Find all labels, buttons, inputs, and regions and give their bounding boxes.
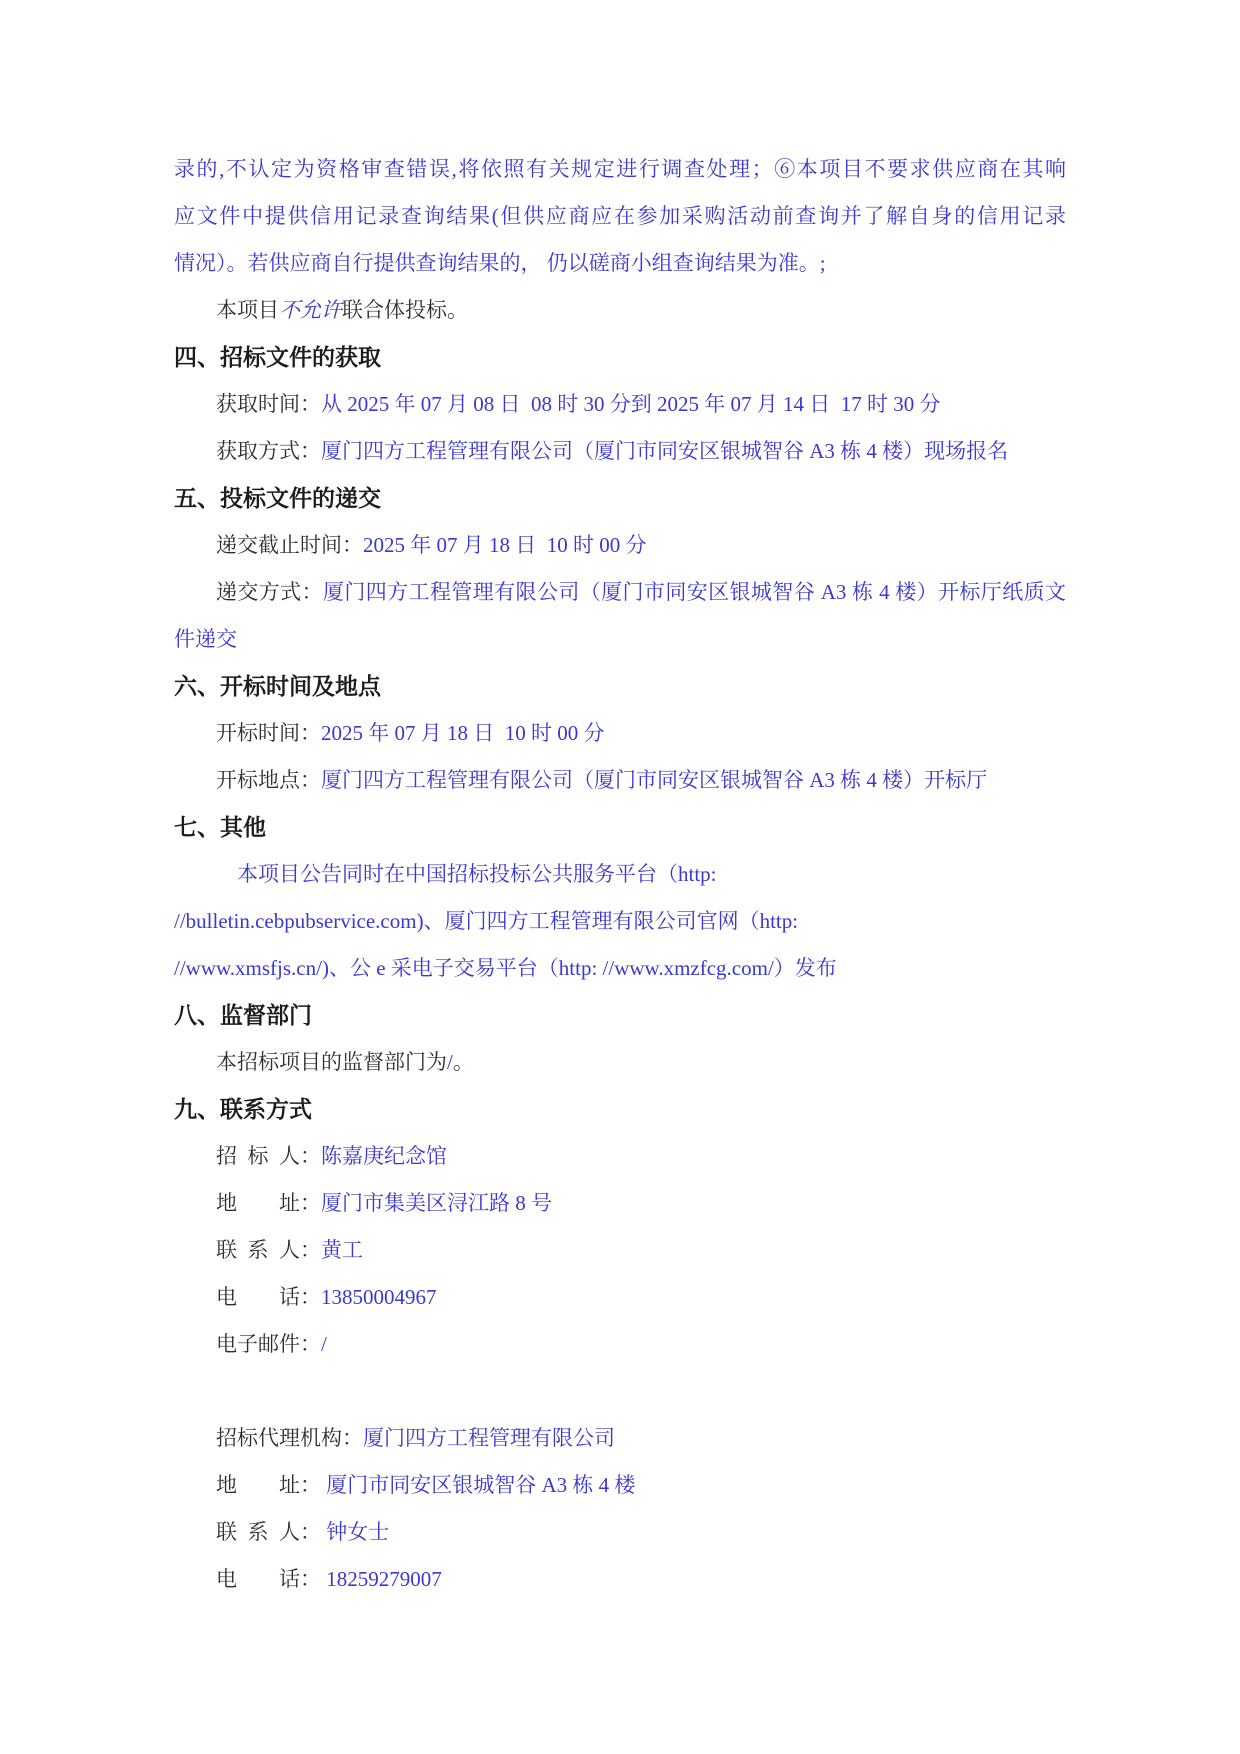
- field-label: 电 话：: [216, 1285, 321, 1309]
- announcement-line: //bulletin.cebpubservice.com)、厦门四方工程管理有限公司官网（http:: [174, 909, 799, 933]
- section-heading-contact-info: 九、联系方式: [174, 1096, 312, 1122]
- field-label: 获取方式：: [216, 439, 321, 463]
- no-consortium-emphasis: 不允许: [279, 298, 342, 322]
- section-heading-other: 七、其他: [174, 814, 266, 840]
- field-value: /: [321, 1332, 327, 1356]
- row-tenderer-address: [174, 1180, 1066, 1227]
- field-value: 厦门四方工程管理有限公司: [363, 1426, 615, 1450]
- field-value: 厦门四方工程管理有限公司（厦门市同安区银城智谷 A3 栋 4 楼）开标厅纸质文件递交: [174, 580, 1066, 651]
- row-tenderer-name: [174, 1133, 1066, 1180]
- row-opening-place: [174, 757, 1066, 804]
- field-value: 13850004967: [321, 1285, 437, 1309]
- field-value: 黄工: [321, 1238, 363, 1262]
- field-value: 2025 年 07 月 18 日 10 时 00 分: [321, 721, 605, 745]
- announcement-paragraph: [174, 851, 1066, 992]
- row-tenderer-phone: [174, 1274, 1066, 1321]
- row-agency-name: [174, 1415, 1066, 1462]
- field-label: 开标时间：: [216, 721, 321, 745]
- row-acquisition-method: [174, 428, 1066, 475]
- row-agency-phone: [174, 1556, 1066, 1603]
- row-acquisition-time: [174, 381, 1066, 428]
- field-label: 开标地点：: [216, 768, 321, 792]
- section-heading-bid-submission: 五、投标文件的递交: [174, 485, 381, 511]
- section-heading-bid-doc-acquisition: 四、招标文件的获取: [174, 344, 381, 370]
- row-submission-deadline: [174, 522, 1066, 569]
- field-label: 获取时间：: [216, 392, 321, 416]
- blank-line: [174, 1368, 1066, 1415]
- intro-paragraph: [174, 146, 1066, 287]
- section-heading-bid-opening: 六、开标时间及地点: [174, 673, 381, 699]
- consortium-statement: [174, 287, 1066, 334]
- field-label: 联 系 人：: [216, 1520, 321, 1544]
- consortium-suffix: 联合体投标。: [342, 298, 468, 322]
- row-submission-method: [174, 569, 1066, 663]
- supervision-value: /: [447, 1050, 453, 1074]
- field-value: 2025 年 07 月 18 日 10 时 00 分: [363, 533, 647, 557]
- field-label: 招 标 人：: [216, 1144, 321, 1168]
- row-tenderer-email: [174, 1321, 1066, 1368]
- field-label: 地 址：: [216, 1473, 321, 1497]
- field-value: 厦门四方工程管理有限公司（厦门市同安区银城智谷 A3 栋 4 楼）开标厅: [321, 768, 988, 792]
- field-label: 电 话：: [216, 1567, 321, 1591]
- supervision-prefix: 本招标项目的监督部门为: [216, 1050, 447, 1074]
- field-label: 递交方式：: [216, 580, 323, 604]
- field-label: 招标代理机构：: [216, 1426, 363, 1450]
- consortium-prefix: 本项目: [216, 298, 279, 322]
- field-value: 厦门市同安区银城智谷 A3 栋 4 楼: [321, 1473, 636, 1497]
- intro-line: 录的,不认定为资格审查错误,将依照有关规定进行调查处理；⑥本项目不要求供应商在其响: [174, 157, 1066, 181]
- document-page: [174, 146, 1066, 1603]
- field-value: 18259279007: [321, 1567, 442, 1591]
- field-label: 递交截止时间：: [216, 533, 363, 557]
- field-label: 联 系 人：: [216, 1238, 321, 1262]
- row-tenderer-contact: [174, 1227, 1066, 1274]
- field-value: 厦门市集美区浔江路 8 号: [321, 1191, 552, 1215]
- row-agency-contact: [174, 1509, 1066, 1556]
- row-agency-address: [174, 1462, 1066, 1509]
- field-label: 地 址：: [216, 1191, 321, 1215]
- field-label: 电子邮件：: [216, 1332, 321, 1356]
- announcement-line: //www.xmsfjs.cn/)、公 e 采电子交易平台（http: //www.xmzfcg.com/）发布: [174, 956, 837, 980]
- field-value: 钟女士: [321, 1520, 390, 1544]
- supervision-suffix: 。: [452, 1050, 474, 1074]
- announcement-line: 本项目公告同时在中国招标投标公共服务平台（http:: [237, 862, 717, 886]
- supervision-line: [174, 1039, 1066, 1086]
- field-value: 厦门四方工程管理有限公司（厦门市同安区银城智谷 A3 栋 4 楼）现场报名: [321, 439, 1009, 463]
- intro-line: 应文件中提供信用记录查询结果(但供应商应在参加采购活动前查询并了解自身的信用记录: [174, 204, 1066, 228]
- row-opening-time: [174, 710, 1066, 757]
- field-value: 陈嘉庚纪念馆: [321, 1144, 447, 1168]
- field-value: 从 2025 年 07 月 08 日 08 时 30 分到 2025 年 07 月 14 日 17 时 30 分: [321, 392, 941, 416]
- intro-line: 情况）。若供应商自行提供查询结果的， 仍以磋商小组查询结果为准。;: [174, 251, 826, 275]
- section-heading-supervision-dept: 八、监督部门: [174, 1002, 312, 1028]
